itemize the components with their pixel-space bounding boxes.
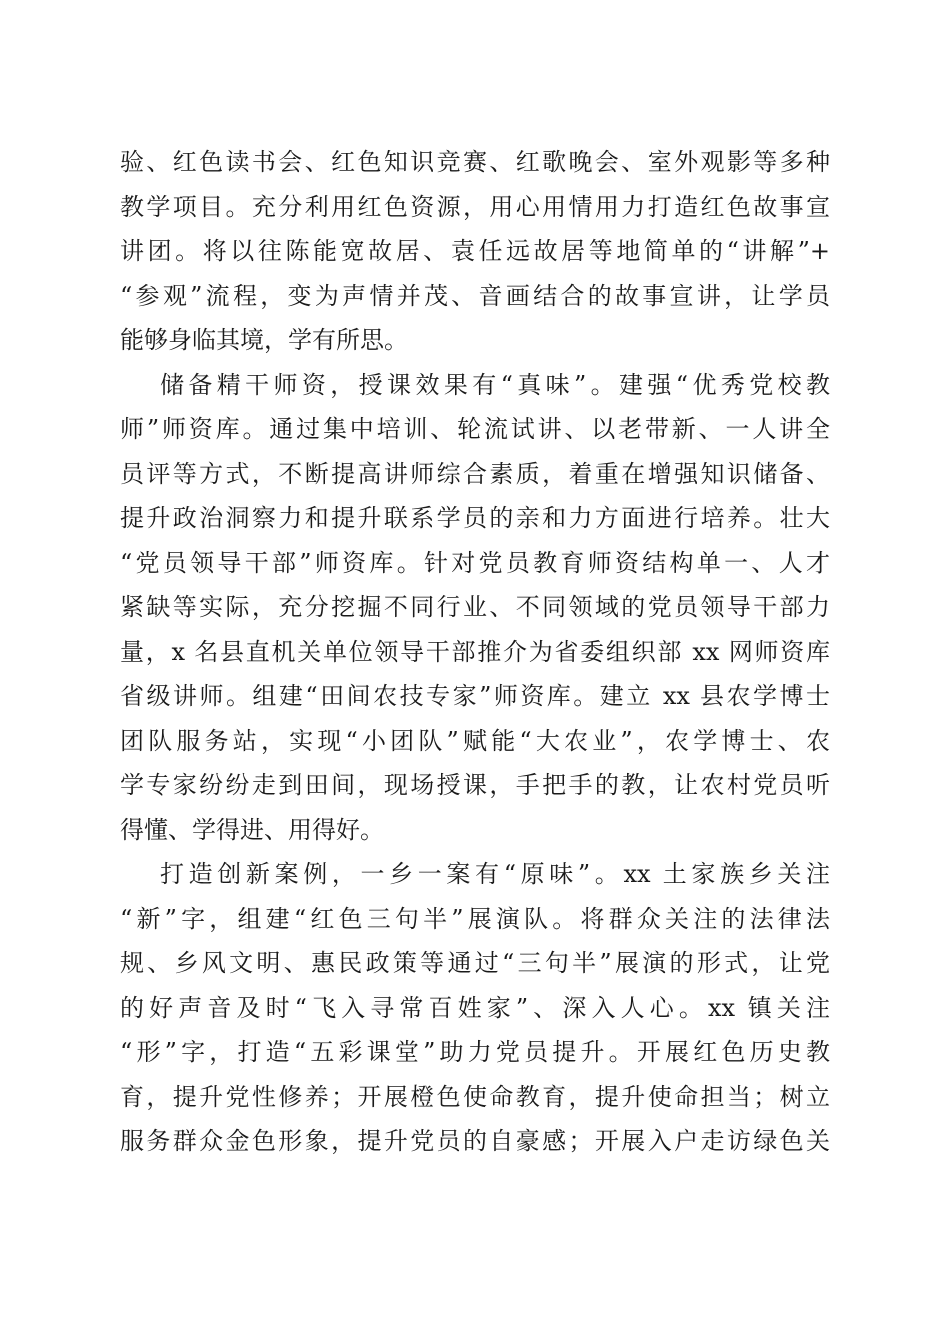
text-line: 省级讲师。组建“田间农技专家”师资库。建立 xx 县农学博士 xyxy=(120,682,830,710)
text-line: 师”师资库。通过集中培训、轮流试讲、以老带新、一人讲全 xyxy=(120,415,830,443)
body-text xyxy=(120,140,830,1164)
text-line: 教学项目。充分利用红色资源，用心用情用力打造红色故事宣 xyxy=(120,192,830,221)
text-line: 讲团。将以往陈能宽故居、袁任远故居等地简单的“讲解”+ xyxy=(120,237,830,265)
paragraph-teaching-projects xyxy=(120,140,830,363)
text-line: 量，x 名县直机关单位领导干部推介为省委组织部 xx 网师资库 xyxy=(120,637,830,666)
text-line: 提升政治洞察力和提升联系学员的亲和力方面进行培养。壮大 xyxy=(120,504,830,532)
text-line: 验、红色读书会、红色知识竞赛、红歌晚会、室外观影等多种 xyxy=(120,148,830,176)
text-line: 能够身临其境，学有所思。 xyxy=(120,326,408,354)
paragraph-teaching-staff xyxy=(120,363,830,853)
text-line: 紧缺等实际，充分挖掘不同行业、不同领域的党员领导干部力 xyxy=(120,593,830,621)
paragraph-innovation-cases xyxy=(120,852,830,1164)
text-line: 学专家纷纷走到田间，现场授课，手把手的教，让农村党员听 xyxy=(120,771,830,799)
text-line: “形”字，打造“五彩课堂”助力党员提升。开展红色历史教 xyxy=(120,1038,830,1066)
text-line: 得懂、学得进、用得好。 xyxy=(120,815,384,844)
text-line: 储备精干师资，授课效果有“真味”。建强“优秀党校教 xyxy=(160,370,830,399)
text-line: 规、乡风文明、惠民政策等通过“三句半”展演的形式，让党 xyxy=(120,949,830,977)
text-line: 打造创新案例，一乡一案有“原味”。xx 土家族乡关注 xyxy=(160,860,830,888)
text-line: 的好声音及时“飞入寻常百姓家”、深入人心。xx 镇关注 xyxy=(120,993,830,1022)
text-line: “党员领导干部”师资库。针对党员教育师资结构单一、人才 xyxy=(120,548,830,577)
text-line: “参观”流程，变为声情并茂、音画结合的故事宣讲，让学员 xyxy=(120,281,830,310)
text-line: “新”字，组建“红色三句半”展演队。将群众关注的法律法 xyxy=(120,904,830,933)
text-line: 团队服务站，实现“小团队”赋能“大农业”，农学博士、农 xyxy=(120,726,830,755)
text-line: 员评等方式，不断提高讲师综合素质，着重在增强知识储备、 xyxy=(120,459,830,488)
text-line: 服务群众金色形象，提升党员的自豪感；开展入户走访绿色关 xyxy=(120,1127,830,1155)
text-line: 育，提升党性修养；开展橙色使命教育，提升使命担当；树立 xyxy=(120,1082,830,1111)
